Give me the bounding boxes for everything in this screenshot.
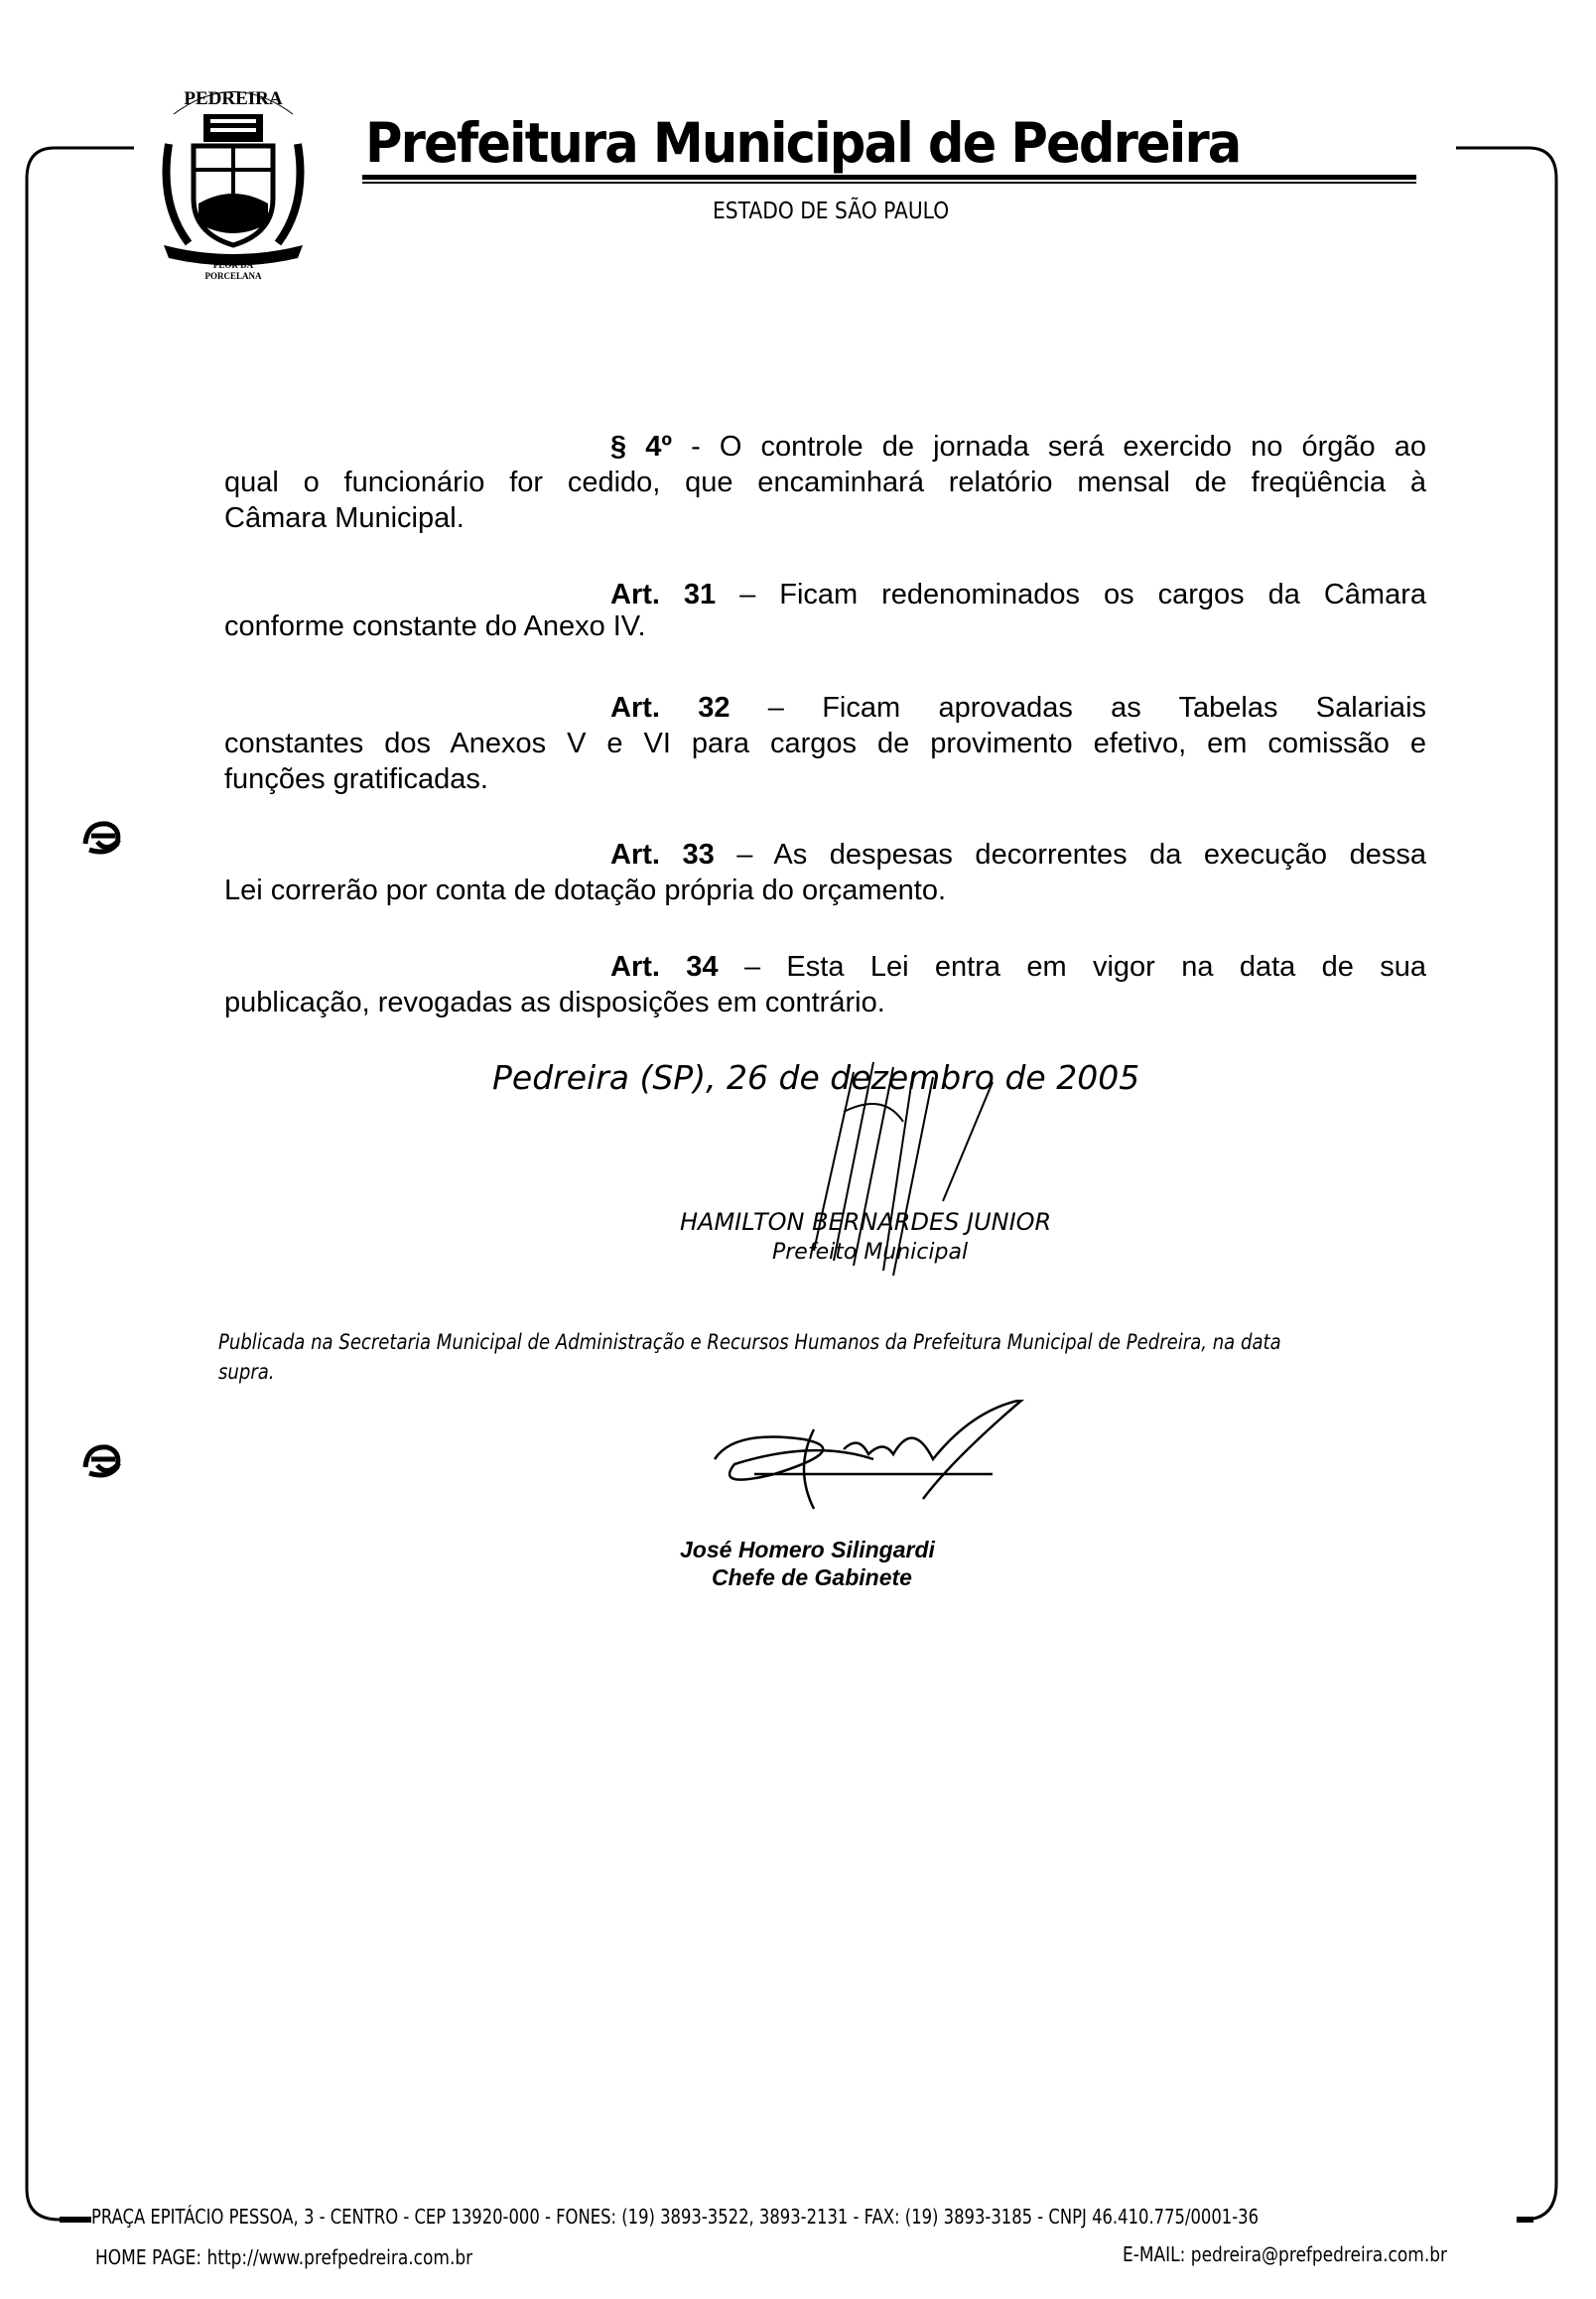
paragraph-line — [610, 837, 1426, 873]
article-lead: Art. 31 — [610, 579, 717, 610]
line-text: – Esta Lei entra em vigor na data de sua — [743, 951, 1426, 983]
signer-name: HAMILTON BERNARDES JUNIOR — [680, 1208, 1052, 1236]
line-text: - O controle de jornada será exercido no órgão ao — [691, 431, 1427, 463]
chief-name: José Homero Silingardi — [680, 1537, 935, 1562]
margin-initial-mark — [77, 1437, 127, 1487]
footer-address: PRAÇA EPITÁCIO PESSOA, 3 - CENTRO - CEP 13920-000 - FONES: (19) 3893-3522, 3893-2131 - FAX: (19) 3893-3185 - CNPJ 46.410.775/0001-36 — [91, 2205, 1260, 2229]
title-rule — [362, 175, 1416, 180]
publication-note-line: Publicada na Secretaria Municipal de Administração e Recursos Humanos da Prefeitura Municipal de Pedreira, na data — [218, 1330, 1281, 1354]
svg-text:PORCELANA: PORCELANA — [204, 271, 262, 281]
paragraph-line — [610, 577, 1426, 612]
title-rule-thin — [362, 182, 1416, 184]
article-lead: Art. 34 — [610, 951, 719, 983]
date-line: Pedreira (SP), 26 de dezembro de 2005 — [492, 1058, 1140, 1097]
paragraph-line: publicação, revogadas as disposições em contrário. — [224, 987, 885, 1018]
state-subtitle: ESTADO DE SÃO PAULO — [713, 199, 950, 224]
paragraph-line: constantes dos Anexos V e VI para cargos de provimento efetivo, em comissão e — [224, 728, 1426, 759]
line-text: – Ficam aprovadas as Tabelas Salariais — [767, 692, 1427, 724]
chief-signature — [695, 1400, 1032, 1529]
line-text: – Ficam redenominados os cargos da Câmara — [739, 579, 1426, 610]
paragraph-line — [610, 949, 1426, 985]
article-lead: Art. 32 — [610, 692, 731, 724]
footer-homepage[interactable]: HOME PAGE: http://www.prefpedreira.com.br — [95, 2245, 473, 2269]
paragraph-line: funções gratificadas. — [224, 763, 488, 795]
chief-title: Chefe de Gabinete — [712, 1564, 912, 1590]
margin-initial-mark — [77, 814, 127, 864]
publication-note-line: supra. — [218, 1360, 275, 1384]
signer-title: Prefeito Municipal — [772, 1240, 969, 1265]
svg-text:PEDREIRA: PEDREIRA — [184, 88, 283, 109]
page-title: Prefeitura Municipal de Pedreira — [365, 111, 1241, 175]
svg-text:FLOR DA: FLOR DA — [212, 260, 254, 270]
article-lead: Art. 33 — [610, 839, 715, 871]
paragraph-line: qual o funcionário for cedido, que encaminhará relatório mensal de freqüência à — [224, 467, 1426, 498]
paragraph-line: conforme constante do Anexo IV. — [224, 610, 646, 642]
paragraph-line — [610, 690, 1426, 726]
section-lead: § 4º — [610, 431, 672, 463]
paragraph-line — [610, 429, 1426, 465]
paragraph-line: Câmara Municipal. — [224, 502, 465, 534]
paragraph-line: Lei correrão por conta de dotação própria do orçamento. — [224, 875, 947, 906]
line-text: – As despesas decorrentes da execução dessa — [736, 839, 1426, 871]
footer-email[interactable]: E-MAIL: pedreira@prefpedreira.com.br — [1123, 2242, 1448, 2266]
municipal-crest-logo — [159, 74, 308, 283]
